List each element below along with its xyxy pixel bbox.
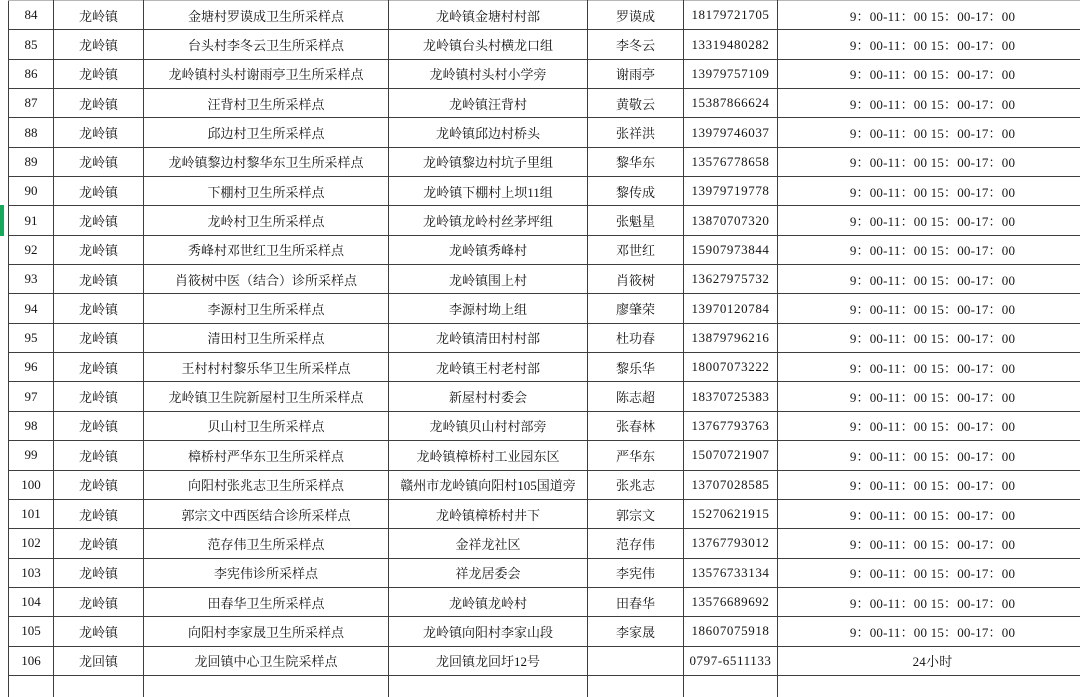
town-cell[interactable]: 龙岭镇 [54, 147, 144, 176]
hours-cell[interactable]: 9：00-11：00 15：00-17：00 [778, 499, 1080, 528]
town-cell[interactable]: 龙岭镇 [54, 235, 144, 264]
table-row [9, 265, 1080, 294]
row-number-cell[interactable]: 101 [9, 499, 54, 528]
contact-cell[interactable]: 黄敬云 [588, 89, 684, 118]
contact-cell[interactable]: 李宪伟 [588, 558, 684, 587]
hours-cell[interactable]: 9：00-11：00 15：00-17：00 [778, 206, 1080, 235]
site-name-cell[interactable]: 下棚村卫生所采样点 [144, 177, 389, 206]
hours-cell[interactable]: 9：00-11：00 15：00-17：00 [778, 59, 1080, 88]
table-row [9, 558, 1080, 587]
address-cell[interactable]: 龙岭镇樟桥村井下 [389, 499, 588, 528]
address-cell[interactable]: 龙岭镇汪背村 [389, 89, 588, 118]
hours-cell[interactable]: 9：00-11：00 15：00-17：00 [778, 177, 1080, 206]
hours-cell[interactable]: 9：00-11：00 15：00-17：00 [778, 558, 1080, 587]
site-name-cell[interactable]: 邱边村卫生所采样点 [144, 118, 389, 147]
table-row [9, 382, 1080, 411]
phone-cell[interactable]: 13576689692 [684, 587, 778, 616]
town-cell[interactable]: 龙岭镇 [54, 382, 144, 411]
phone-cell[interactable]: 15387866624 [684, 89, 778, 118]
hours-cell[interactable]: 9：00-11：00 15：00-17：00 [778, 470, 1080, 499]
town-cell[interactable]: 龙岭镇 [54, 265, 144, 294]
hours-cell[interactable]: 9：00-11：00 15：00-17：00 [778, 265, 1080, 294]
phone-cell[interactable]: 13576778658 [684, 147, 778, 176]
site-name-cell[interactable]: 肖筱树中医（结合）诊所采样点 [144, 265, 389, 294]
town-cell[interactable]: 龙岭镇 [54, 1, 144, 30]
site-name-cell[interactable]: 田春华卫生所采样点 [144, 587, 389, 616]
address-cell[interactable]: 龙岭镇围上村 [389, 265, 588, 294]
phone-cell[interactable]: 13879796216 [684, 323, 778, 352]
address-cell[interactable]: 龙岭镇樟桥村工业园东区 [389, 441, 588, 470]
site-name-cell[interactable]: 向阳村张兆志卫生所采样点 [144, 470, 389, 499]
hours-cell[interactable]: 9：00-11：00 15：00-17：00 [778, 147, 1080, 176]
site-name-cell[interactable]: 向阳村李家晟卫生所采样点 [144, 617, 389, 646]
phone-cell[interactable]: 13979746037 [684, 118, 778, 147]
phone-cell[interactable]: 18179721705 [684, 1, 778, 30]
site-name-cell[interactable]: 樟桥村严华东卫生所采样点 [144, 441, 389, 470]
row-number-cell[interactable]: 95 [9, 323, 54, 352]
row-number-cell[interactable]: 89 [9, 147, 54, 176]
contact-cell[interactable]: 罗谟成 [588, 1, 684, 30]
table-row [9, 235, 1080, 264]
address-cell[interactable]: 龙岭镇向阳村李家山段 [389, 617, 588, 646]
phone-cell[interactable]: 13970120784 [684, 294, 778, 323]
site-name-cell[interactable]: 汪背村卫生所采样点 [144, 89, 389, 118]
site-name-cell[interactable]: 王村村村黎乐华卫生所采样点 [144, 353, 389, 382]
phone-cell[interactable]: 15907973844 [684, 235, 778, 264]
phone-cell[interactable]: 13979757109 [684, 59, 778, 88]
address-cell[interactable]: 新屋村村委会 [389, 382, 588, 411]
contact-cell[interactable]: 邓世红 [588, 235, 684, 264]
contact-cell[interactable]: 范存伟 [588, 529, 684, 558]
row-number-cell[interactable] [9, 675, 54, 697]
contact-cell[interactable]: 黎传成 [588, 177, 684, 206]
hours-cell[interactable]: 9：00-11：00 15：00-17：00 [778, 382, 1080, 411]
town-cell[interactable]: 龙岭镇 [54, 499, 144, 528]
town-cell[interactable]: 龙岭镇 [54, 558, 144, 587]
row-number-cell[interactable]: 90 [9, 177, 54, 206]
contact-cell[interactable]: 李家晟 [588, 617, 684, 646]
town-cell[interactable]: 龙岭镇 [54, 470, 144, 499]
town-cell[interactable] [54, 675, 144, 697]
hours-cell[interactable]: 9：00-11：00 15：00-17：00 [778, 1, 1080, 30]
address-cell[interactable]: 祥龙居委会 [389, 558, 588, 587]
address-cell[interactable]: 龙岭镇邱边村桥头 [389, 118, 588, 147]
hours-cell[interactable]: 9：00-11：00 15：00-17：00 [778, 30, 1080, 59]
selection-indicator [0, 205, 4, 236]
town-cell[interactable]: 龙回镇 [54, 646, 144, 675]
hours-cell[interactable]: 9：00-11：00 15：00-17：00 [778, 617, 1080, 646]
phone-cell[interactable]: 13979719778 [684, 177, 778, 206]
site-name-cell[interactable]: 龙回镇中心卫生院采样点 [144, 646, 389, 675]
phone-cell[interactable]: 13576733134 [684, 558, 778, 587]
hours-cell[interactable]: 9：00-11：00 15：00-17：00 [778, 235, 1080, 264]
town-cell[interactable]: 龙岭镇 [54, 59, 144, 88]
row-number-cell[interactable]: 99 [9, 441, 54, 470]
row-number-cell[interactable]: 86 [9, 59, 54, 88]
row-number-cell[interactable]: 94 [9, 294, 54, 323]
phone-cell[interactable]: 15270621915 [684, 499, 778, 528]
row-number-cell[interactable]: 103 [9, 558, 54, 587]
phone-cell[interactable]: 15070721907 [684, 441, 778, 470]
site-name-cell[interactable]: 郭宗文中西医结合诊所采样点 [144, 499, 389, 528]
table-row [9, 411, 1080, 440]
table-row [9, 206, 1080, 235]
row-number-cell[interactable]: 106 [9, 646, 54, 675]
address-cell[interactable]: 龙岭镇秀峰村 [389, 235, 588, 264]
contact-cell[interactable]: 张兆志 [588, 470, 684, 499]
table-row [9, 147, 1080, 176]
site-name-cell[interactable] [144, 675, 389, 697]
contact-cell[interactable] [588, 646, 684, 675]
phone-cell[interactable]: 18007073222 [684, 353, 778, 382]
row-number-cell[interactable]: 102 [9, 529, 54, 558]
table-row [9, 441, 1080, 470]
town-cell[interactable]: 龙岭镇 [54, 206, 144, 235]
contact-cell[interactable]: 张魁星 [588, 206, 684, 235]
contact-cell[interactable]: 杜功春 [588, 323, 684, 352]
address-cell[interactable]: 龙岭镇金塘村村部 [389, 1, 588, 30]
sampling-points-table [8, 0, 1080, 697]
contact-cell[interactable]: 郭宗文 [588, 499, 684, 528]
hours-cell[interactable]: 9：00-11：00 15：00-17：00 [778, 529, 1080, 558]
row-number-cell[interactable]: 105 [9, 617, 54, 646]
site-name-cell[interactable]: 秀峰村邓世红卫生所采样点 [144, 235, 389, 264]
contact-cell[interactable]: 严华东 [588, 441, 684, 470]
town-cell[interactable]: 龙岭镇 [54, 353, 144, 382]
table-row [9, 353, 1080, 382]
hours-cell[interactable]: 9：00-11：00 15：00-17：00 [778, 89, 1080, 118]
row-number-cell[interactable]: 100 [9, 470, 54, 499]
address-cell[interactable]: 龙岭镇龙岭村丝茅坪组 [389, 206, 588, 235]
address-cell[interactable]: 龙岭镇台头村横龙口组 [389, 30, 588, 59]
contact-cell[interactable]: 张春林 [588, 411, 684, 440]
phone-cell[interactable]: 0797-6511133 [684, 646, 778, 675]
site-name-cell[interactable]: 台头村李冬云卫生所采样点 [144, 30, 389, 59]
row-number-cell[interactable]: 97 [9, 382, 54, 411]
address-cell[interactable] [389, 675, 588, 697]
table-row [9, 499, 1080, 528]
address-cell[interactable]: 龙岭镇黎边村坑子里组 [389, 147, 588, 176]
phone-cell[interactable]: 13627975732 [684, 265, 778, 294]
row-number-cell[interactable]: 84 [9, 1, 54, 30]
site-name-cell[interactable]: 龙岭镇黎边村黎华东卫生所采样点 [144, 147, 389, 176]
hours-cell[interactable]: 9：00-11：00 15：00-17：00 [778, 353, 1080, 382]
address-cell[interactable]: 李源村坳上组 [389, 294, 588, 323]
row-number-cell[interactable]: 87 [9, 89, 54, 118]
address-cell[interactable]: 金祥龙社区 [389, 529, 588, 558]
phone-cell[interactable]: 13767793763 [684, 411, 778, 440]
address-cell[interactable]: 龙岭镇王村老村部 [389, 353, 588, 382]
phone-cell[interactable]: 13870707320 [684, 206, 778, 235]
site-name-cell[interactable]: 李宪伟诊所采样点 [144, 558, 389, 587]
town-cell[interactable]: 龙岭镇 [54, 411, 144, 440]
table-row [9, 529, 1080, 558]
contact-cell[interactable]: 廖肇荣 [588, 294, 684, 323]
phone-cell[interactable] [684, 675, 778, 697]
row-number-cell[interactable]: 104 [9, 587, 54, 616]
town-cell[interactable]: 龙岭镇 [54, 441, 144, 470]
phone-cell[interactable]: 13767793012 [684, 529, 778, 558]
row-number-cell[interactable]: 96 [9, 353, 54, 382]
contact-cell[interactable]: 李冬云 [588, 30, 684, 59]
contact-cell[interactable] [588, 675, 684, 697]
town-cell[interactable]: 龙岭镇 [54, 118, 144, 147]
hours-cell[interactable]: 24小时 [778, 646, 1080, 675]
address-cell[interactable]: 龙岭镇村头村小学旁 [389, 59, 588, 88]
row-number-cell[interactable]: 91 [9, 206, 54, 235]
phone-cell[interactable]: 18607075918 [684, 617, 778, 646]
site-name-cell[interactable]: 金塘村罗谟成卫生所采样点 [144, 1, 389, 30]
row-number-cell[interactable]: 93 [9, 265, 54, 294]
partial-table-row [9, 675, 1080, 697]
town-cell[interactable]: 龙岭镇 [54, 529, 144, 558]
town-cell[interactable]: 龙岭镇 [54, 89, 144, 118]
row-number-cell[interactable]: 98 [9, 411, 54, 440]
hours-cell[interactable]: 9：00-11：00 15：00-17：00 [778, 323, 1080, 352]
table-row [9, 118, 1080, 147]
row-number-cell[interactable]: 88 [9, 118, 54, 147]
phone-cell[interactable]: 13707028585 [684, 470, 778, 499]
site-name-cell[interactable]: 龙岭镇卫生院新屋村卫生所采样点 [144, 382, 389, 411]
hours-cell[interactable] [778, 675, 1080, 697]
table-row [9, 646, 1080, 675]
table-row [9, 617, 1080, 646]
contact-cell[interactable]: 黎华东 [588, 147, 684, 176]
address-cell[interactable]: 龙回镇龙回圩12号 [389, 646, 588, 675]
address-cell[interactable]: 龙岭镇龙岭村 [389, 587, 588, 616]
hours-cell[interactable]: 9：00-11：00 15：00-17：00 [778, 411, 1080, 440]
table-row [9, 89, 1080, 118]
contact-cell[interactable]: 陈志超 [588, 382, 684, 411]
town-cell[interactable]: 龙岭镇 [54, 30, 144, 59]
site-name-cell[interactable]: 李源村卫生所采样点 [144, 294, 389, 323]
phone-cell[interactable]: 13319480282 [684, 30, 778, 59]
table-row [9, 470, 1080, 499]
row-number-cell[interactable]: 92 [9, 235, 54, 264]
table-row [9, 59, 1080, 88]
site-name-cell[interactable]: 龙岭村卫生所采样点 [144, 206, 389, 235]
table-row [9, 1, 1080, 30]
contact-cell[interactable]: 谢雨亭 [588, 59, 684, 88]
site-name-cell[interactable]: 范存伟卫生所采样点 [144, 529, 389, 558]
row-number-cell[interactable]: 85 [9, 30, 54, 59]
site-name-cell[interactable]: 贝山村卫生所采样点 [144, 411, 389, 440]
address-cell[interactable]: 龙岭镇清田村村部 [389, 323, 588, 352]
town-cell[interactable]: 龙岭镇 [54, 617, 144, 646]
address-cell[interactable]: 赣州市龙岭镇向阳村105国道旁 [389, 470, 588, 499]
town-cell[interactable]: 龙岭镇 [54, 177, 144, 206]
address-cell[interactable]: 龙岭镇贝山村村部旁 [389, 411, 588, 440]
hours-cell[interactable]: 9：00-11：00 15：00-17：00 [778, 118, 1080, 147]
phone-cell[interactable]: 18370725383 [684, 382, 778, 411]
town-cell[interactable]: 龙岭镇 [54, 294, 144, 323]
table-row [9, 30, 1080, 59]
hours-cell[interactable]: 9：00-11：00 15：00-17：00 [778, 294, 1080, 323]
contact-cell[interactable]: 田春华 [588, 587, 684, 616]
town-cell[interactable]: 龙岭镇 [54, 323, 144, 352]
table-row [9, 177, 1080, 206]
table-row [9, 587, 1080, 616]
contact-cell[interactable]: 黎乐华 [588, 353, 684, 382]
hours-cell[interactable]: 9：00-11：00 15：00-17：00 [778, 587, 1080, 616]
address-cell[interactable]: 龙岭镇下棚村上坝11组 [389, 177, 588, 206]
site-name-cell[interactable]: 清田村卫生所采样点 [144, 323, 389, 352]
contact-cell[interactable]: 肖筱树 [588, 265, 684, 294]
table-row [9, 323, 1080, 352]
site-name-cell[interactable]: 龙岭镇村头村谢雨亭卫生所采样点 [144, 59, 389, 88]
town-cell[interactable]: 龙岭镇 [54, 587, 144, 616]
contact-cell[interactable]: 张祥洪 [588, 118, 684, 147]
table-row [9, 294, 1080, 323]
hours-cell[interactable]: 9：00-11：00 15：00-17：00 [778, 441, 1080, 470]
